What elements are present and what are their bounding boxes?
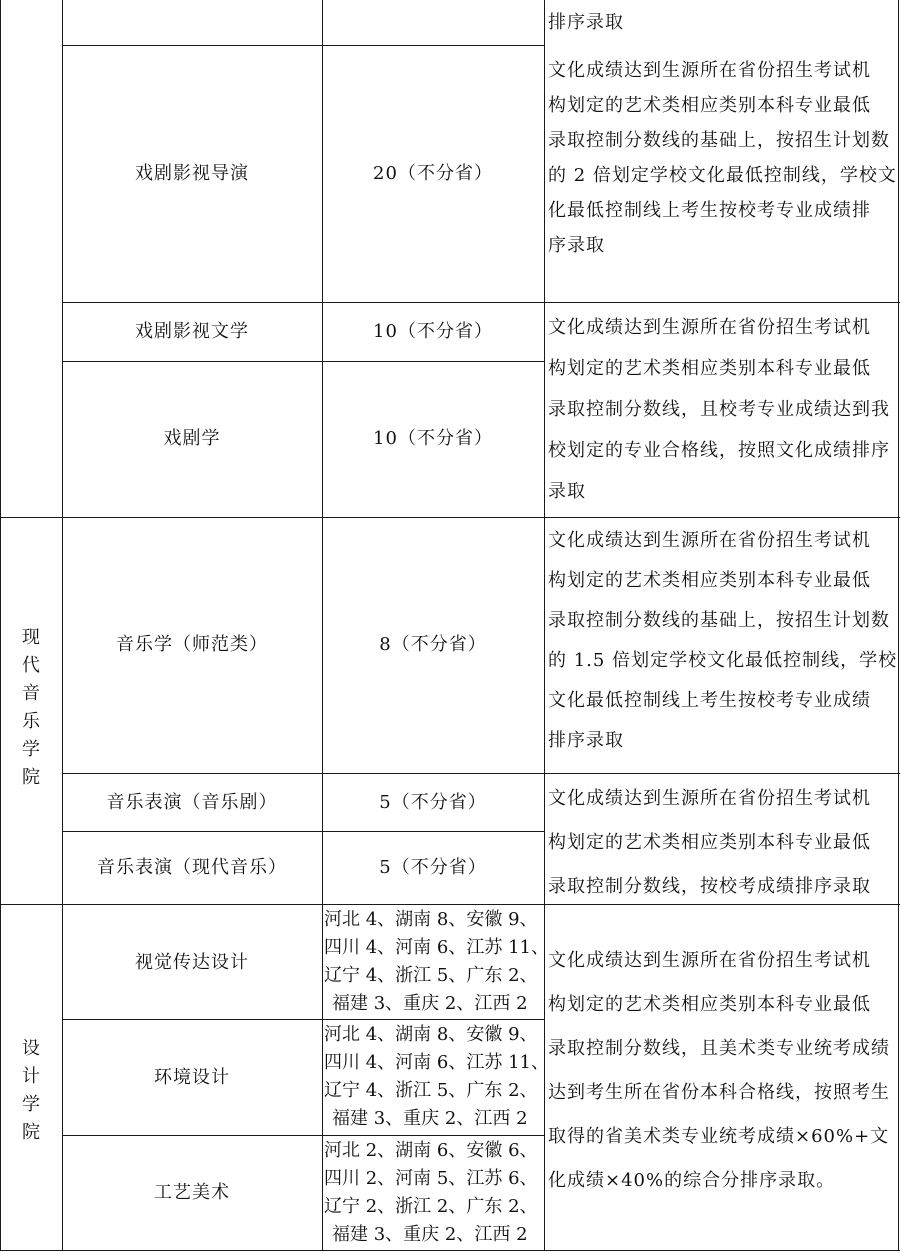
quota-line: 辽宁 2、浙江 2、广东 2、 [324,1196,538,1217]
quota: 5（不分省） [379,857,487,878]
college-label-char: 乐 [22,711,40,732]
major-name: 戏剧学 [163,428,221,449]
major-name: 工艺美术 [154,1182,230,1203]
rule-line [62,361,544,362]
college-label-char: 代 [22,655,40,676]
college-label-char: 院 [22,767,40,788]
rule-line-text: 构划定的艺术类相应类别本科专业最低 [548,994,871,1015]
rule-line-text: 录取控制分数线，按校考成绩排序录取 [548,876,871,897]
rule-line [0,904,900,905]
rule-line [0,0,1,1251]
rule-line-text: 录取控制分数线的基础上，按招生计划数 [548,130,890,151]
college-label-char: 现 [22,627,40,648]
rule-line-text: 达到考生所在省份本科合格线，按照考生 [548,1082,890,1103]
rule-line [0,517,900,518]
quota: 20（不分省） [373,163,493,184]
rule-line [62,831,544,832]
rule-line-text: 录取控制分数线，且美术类专业统考成绩 [548,1038,890,1059]
rule-line-text: 构划定的艺术类相应类别本科专业最低 [548,95,871,116]
rule-line-text: 录取控制分数线的基础上，按招生计划数 [548,610,890,631]
rule-line-text: 的 1.5 倍划定学校文化最低控制线，学校 [548,650,898,671]
college-label-design [17,1035,45,1147]
rule-line-text: 校划定的专业合格线，按照文化成绩排序 [548,440,890,461]
quota: 10（不分省） [373,428,493,449]
college-label-char: 院 [22,1122,40,1143]
rule-line [62,1135,544,1136]
college-label-char: 学 [22,739,40,760]
quota-line: 四川 2、河南 5、江苏 6、 [324,1168,538,1189]
quota-line: 河北 4、湖南 8、安徽 9、 [324,1024,538,1045]
rule-line-text: 文化成绩达到生源所在省份招生考试机 [548,60,871,81]
rule-line [62,0,63,1251]
rule-line-text: 录取 [548,481,586,502]
rule-line [898,0,899,1251]
major-name: 环境设计 [154,1067,230,1088]
quota-line: 福建 3、重庆 2、江西 2 [332,993,528,1014]
quota-line: 四川 4、河南 6、江苏 11、 [324,1052,549,1073]
rule-line [62,773,900,774]
rule-line-text: 构划定的艺术类相应类别本科专业最低 [548,570,871,591]
major-name: 音乐表演（音乐剧） [106,792,278,813]
major-name: 戏剧影视文学 [135,321,249,342]
major-name: 视觉传达设计 [135,952,249,973]
rule-line-text: 构划定的艺术类相应类别本科专业最低 [548,358,871,379]
college-label-char: 学 [22,1094,40,1115]
quota-line: 辽宁 4、浙江 5、广东 2、 [324,965,538,986]
quota-line: 河北 2、湖南 6、安徽 6、 [324,1140,538,1161]
college-label-char: 计 [22,1066,40,1087]
rule-line-text: 化成绩×40%的综合分排序录取。 [548,1170,836,1191]
college-label-char: 设 [22,1038,40,1059]
college-label-modern-music [17,624,45,792]
quota: 8（不分省） [379,634,487,655]
rule-line-text: 文化成绩达到生源所在省份招生考试机 [548,530,871,551]
major-name: 音乐学（师范类） [116,634,268,655]
quota-line: 河北 4、湖南 8、安徽 9、 [324,909,538,930]
rule-line-text: 文化成绩达到生源所在省份招生考试机 [548,788,871,809]
quota: 10（不分省） [373,321,493,342]
major-name: 音乐表演（现代音乐） [97,857,287,878]
quota-line: 福建 3、重庆 2、江西 2 [332,1108,528,1129]
rule-line [322,0,323,1251]
college-label-char: 音 [22,683,40,704]
rule-line [62,302,900,303]
rule-line-text: 取得的省美术类专业统考成绩×60%+文 [548,1126,890,1147]
rule-line [62,45,544,46]
admission-rule-fragment: 排序录取 [548,12,624,33]
rule-line-text: 文化最低控制线上考生按校考专业成绩 [548,690,871,711]
quota-line: 辽宁 4、浙江 5、广东 2、 [324,1080,538,1101]
rule-line-text: 文化成绩达到生源所在省份招生考试机 [548,950,871,971]
rule-line-text: 文化成绩达到生源所在省份招生考试机 [548,317,871,338]
rule-line-text: 的 2 倍划定学校文化最低控制线，学校文 [548,165,897,186]
quota: 5（不分省） [379,792,487,813]
quota-line: 福建 3、重庆 2、江西 2 [332,1224,528,1245]
quota-line: 四川 4、河南 6、江苏 11、 [324,937,549,958]
rule-line [0,1250,900,1251]
major-name: 戏剧影视导演 [135,163,249,184]
rule-line-text: 构划定的艺术类相应类别本科专业最低 [548,832,871,853]
rule-line [62,1019,544,1020]
rule-line-text: 排序录取 [548,730,624,751]
rule-line-text: 序录取 [548,235,605,256]
rule-line-text: 录取控制分数线，且校考专业成绩达到我 [548,399,890,420]
rule-line-text: 化最低控制线上考生按校考专业成绩排 [548,200,871,221]
